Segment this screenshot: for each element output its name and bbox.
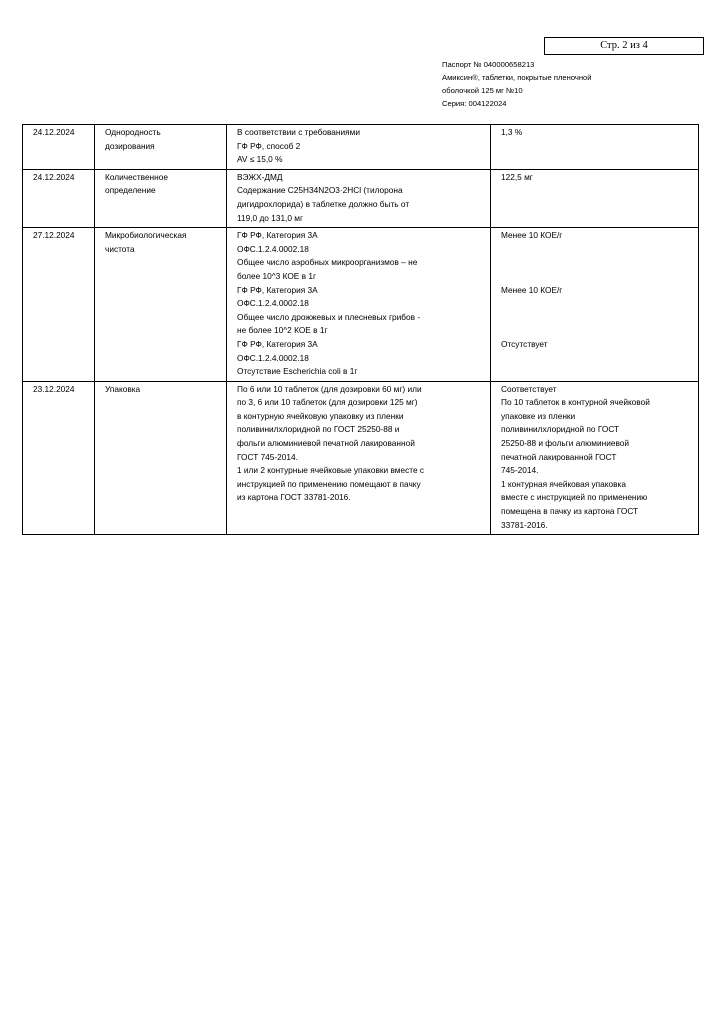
test-name-line: дозирования bbox=[105, 140, 155, 151]
result bbox=[491, 169, 699, 227]
result-line: 33781-2016. bbox=[501, 519, 548, 530]
result-line: Менее 10 КОЕ/г bbox=[501, 230, 563, 241]
test-name bbox=[95, 228, 227, 382]
specification-line: В соответствии с требованиями bbox=[237, 127, 360, 137]
specification-line: ОФС.1.2.4.0002.18 bbox=[237, 352, 309, 363]
result-line: 745-2014. bbox=[501, 465, 539, 476]
result-line: упаковке из пленки bbox=[501, 410, 576, 421]
specification bbox=[227, 125, 491, 170]
result bbox=[491, 125, 699, 170]
specification-line: ОФС.1.2.4.0002.18 bbox=[237, 243, 309, 254]
result-line bbox=[501, 311, 692, 325]
result-line: поливинилхлоридной по ГОСТ bbox=[501, 424, 620, 435]
specification-line: ГФ РФ, Категория 3А bbox=[237, 230, 318, 241]
specification-line: По 6 или 10 таблеток (для дозировки 60 мг) или bbox=[237, 383, 422, 394]
test-name bbox=[95, 125, 227, 170]
table-row bbox=[23, 381, 699, 535]
test-name bbox=[95, 381, 227, 535]
result-line: Соответствует bbox=[501, 383, 557, 394]
specification-line: Содержание C25H34N2O3·2HCl (тилорона bbox=[237, 185, 403, 196]
result bbox=[491, 228, 699, 382]
specification bbox=[227, 169, 491, 227]
result-line: печатной лакированной ГОСТ bbox=[501, 451, 617, 462]
table-row bbox=[23, 169, 699, 227]
table-row bbox=[23, 125, 699, 170]
specification-line: в контурную ячейковую упаковку из пленки bbox=[237, 410, 404, 421]
specification bbox=[227, 228, 491, 382]
result-line: 1 контурная ячейковая упаковка bbox=[501, 478, 626, 489]
test-date: 24.12.2024 bbox=[23, 169, 95, 227]
test-name-line: чистота bbox=[105, 243, 135, 254]
test-name-line: Однородность bbox=[105, 127, 161, 137]
specification-line: ГФ РФ, Категория 3А bbox=[237, 338, 318, 349]
product-name-line-2: оболочкой 125 мг №10 bbox=[442, 86, 523, 95]
test-name-line: определение bbox=[105, 185, 156, 196]
result-line bbox=[501, 324, 692, 338]
passport-number: Паспорт № 040000658213 bbox=[442, 60, 535, 69]
page-number-box bbox=[544, 37, 704, 55]
result-line: помещена в пачку из картона ГОСТ bbox=[501, 506, 639, 517]
test-name-line: Количественное bbox=[105, 171, 168, 182]
result-line: 25250-88 и фольги алюминиевой bbox=[501, 438, 630, 449]
specification-line: поливинилхлоридной по ГОСТ 25250-88 и bbox=[237, 424, 400, 435]
specification-line: ВЭЖХ-ДМД bbox=[237, 171, 283, 182]
specification-line: Общее число дрожжевых и плесневых грибов - bbox=[237, 311, 421, 322]
specification-line: Отсутствие Escherichia coli в 1г bbox=[237, 366, 358, 377]
results-table-body bbox=[23, 125, 699, 535]
test-date: 27.12.2024 bbox=[23, 228, 95, 382]
results-table bbox=[22, 124, 699, 535]
result-line: 1,3 % bbox=[501, 127, 523, 137]
result-line: 122,5 мг bbox=[501, 171, 533, 182]
specification-line: не более 10^2 КОЕ в 1г bbox=[237, 325, 328, 336]
passport-header bbox=[442, 58, 712, 110]
specification-line: фольги алюминиевой печатной лакированной bbox=[237, 438, 415, 449]
specification-line: 119,0 до 131,0 мг bbox=[237, 212, 304, 223]
test-name-line: Микробиологическая bbox=[105, 230, 187, 241]
result-line bbox=[501, 243, 692, 257]
specification-line: 1 или 2 контурные ячейковые упаковки вместе с bbox=[237, 465, 425, 476]
specification-line: ОФС.1.2.4.0002.18 bbox=[237, 298, 309, 309]
product-name-line-1: Амиксин®, таблетки, покрытые пленочной bbox=[442, 73, 592, 82]
specification-line: ГОСТ 745-2014. bbox=[237, 451, 298, 462]
specification-line: дигидрохлорида) в таблетке должно быть от bbox=[237, 198, 410, 209]
test-date: 24.12.2024 bbox=[23, 125, 95, 170]
result bbox=[491, 381, 699, 535]
specification-line: из картона ГОСТ 33781-2016. bbox=[237, 492, 351, 503]
test-date: 23.12.2024 bbox=[23, 381, 95, 535]
specification-line: Общее число аэробных микроорганизмов – не bbox=[237, 257, 418, 268]
table-row bbox=[23, 228, 699, 382]
test-name-line: Упаковка bbox=[105, 383, 141, 394]
specification-line: по 3, 6 или 10 таблеток (для дозировки 125 мг) bbox=[237, 397, 418, 408]
specification bbox=[227, 381, 491, 535]
result-line bbox=[501, 256, 692, 270]
test-name bbox=[95, 169, 227, 227]
specification-line: ГФ РФ, способ 2 bbox=[237, 140, 301, 151]
page-number: Стр. 2 из 4 bbox=[600, 40, 648, 51]
specification-line: более 10^3 КОЕ в 1г bbox=[237, 270, 316, 281]
specification-line: AV ≤ 15,0 % bbox=[237, 154, 283, 165]
specification-line: ГФ РФ, Категория 3А bbox=[237, 284, 318, 295]
result-line: По 10 таблеток в контурной ячейковой bbox=[501, 397, 650, 408]
result-line bbox=[501, 270, 692, 284]
result-line: Менее 10 КОЕ/г bbox=[501, 284, 563, 295]
result-line: вместе с инструкцией по применению bbox=[501, 492, 648, 503]
specification-line: инструкцией по применению помещают в пачку bbox=[237, 478, 421, 489]
batch-series: Серия: 004122024 bbox=[442, 99, 507, 108]
result-line bbox=[501, 297, 692, 311]
result-line: Отсутствует bbox=[501, 338, 548, 349]
